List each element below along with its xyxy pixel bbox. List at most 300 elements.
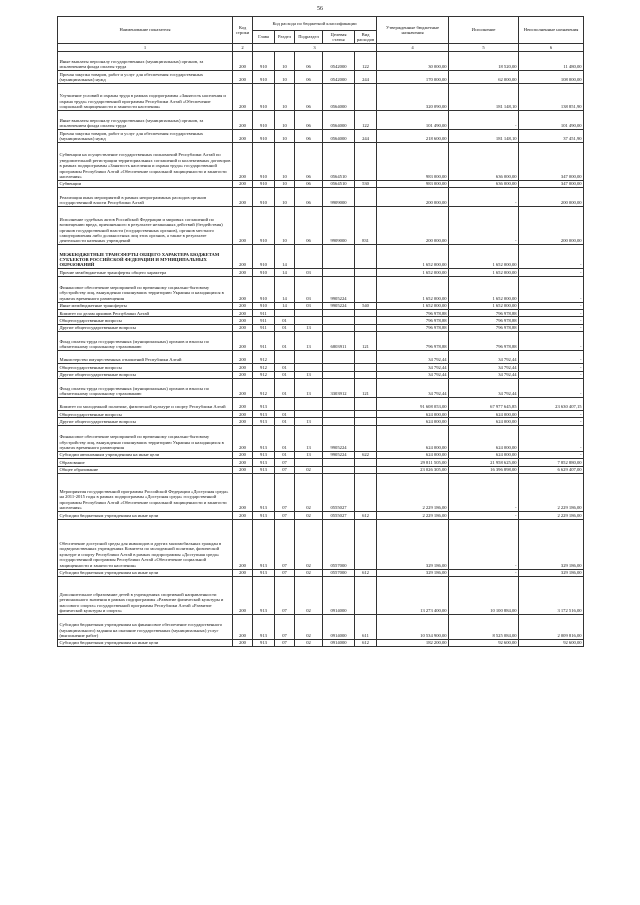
- row-executed: 624 000,00: [449, 451, 519, 458]
- row-code: 200: [233, 418, 253, 425]
- row-chapter: 913: [253, 576, 275, 614]
- row-unexecuted: 200 000,00: [519, 188, 584, 207]
- row-approved: 329 186,00: [377, 569, 449, 576]
- row-target-item: 9905224: [323, 276, 355, 302]
- row-approved: 34 792,44: [377, 364, 449, 371]
- row-section: 07: [275, 569, 295, 576]
- row-chapter: 910: [253, 269, 275, 276]
- header-target-item: Целевая статья: [323, 31, 355, 44]
- row-code: 200: [233, 332, 253, 351]
- row-subsection: 13: [295, 451, 323, 458]
- row-section: 14: [275, 245, 295, 269]
- row-name: Исполнение судебных актов Российской Федерации и мировых соглашений по возмещению вреда, причиненного в результате незаконных действий (бездействия) органов государственной власти (государственных органов), органов местного самоуправления либо должностных лиц этих органов, а также в результате деятельности казенных учреждений: [58, 207, 233, 245]
- row-expense-type: [355, 188, 377, 207]
- row-target-item: 0564000: [323, 83, 355, 110]
- table-row: [58, 379, 584, 398]
- column-number: 6: [519, 43, 584, 51]
- row-name: Субсидии бюджетным учреждениям на иные цели: [58, 569, 233, 576]
- row-unexecuted: 138 851,90: [519, 83, 584, 110]
- row-target-item: 9909000: [323, 207, 355, 245]
- row-executed: -: [449, 569, 519, 576]
- row-name: Иные выплаты персоналу государственных (муниципальных) органов, за исключением фонда оплаты труда: [58, 51, 233, 70]
- row-executed: 34 792,44: [449, 371, 519, 378]
- row-name: Субсидии автономным учреждениям на иные цели: [58, 451, 233, 458]
- row-expense-type: 121: [355, 332, 377, 351]
- row-executed: 796 978,88: [449, 310, 519, 317]
- row-chapter: 913: [253, 411, 275, 418]
- row-section: 10: [275, 70, 295, 83]
- row-chapter: 910: [253, 207, 275, 245]
- row-chapter: 910: [253, 129, 275, 142]
- row-subsection: 06: [295, 51, 323, 70]
- column-number: 5: [449, 43, 519, 51]
- row-subsection: 06: [295, 188, 323, 207]
- row-section: 14: [275, 276, 295, 302]
- row-subsection: 02: [295, 474, 323, 512]
- row-section: 01: [275, 418, 295, 425]
- row-code: 200: [233, 398, 253, 411]
- row-chapter: 913: [253, 451, 275, 458]
- row-executed: -: [449, 207, 519, 245]
- header-chapter: Глава: [253, 31, 275, 44]
- column-number: 3: [253, 43, 377, 51]
- row-section: 01: [275, 411, 295, 418]
- row-code: 200: [233, 379, 253, 398]
- row-unexecuted: 7 852 880,00: [519, 459, 584, 466]
- row-name: Общегосударственные вопросы: [58, 411, 233, 418]
- row-expense-type: [355, 466, 377, 473]
- header-executed: Исполнение: [449, 17, 519, 44]
- row-expense-type: [355, 364, 377, 371]
- row-approved: 34 792,44: [377, 379, 449, 398]
- row-name: Фонд оплаты труда государственных (муниципальных) органов и взносы по обязательному социальному страхованию: [58, 379, 233, 398]
- row-expense-type: [355, 371, 377, 378]
- row-approved: 34 792,44: [377, 351, 449, 364]
- row-subsection: 06: [295, 207, 323, 245]
- row-unexecuted: 23 630 407,15: [519, 398, 584, 411]
- row-target-item: 9909000: [323, 188, 355, 207]
- row-target-item: 0914000: [323, 614, 355, 639]
- row-unexecuted: 200 000,00: [519, 207, 584, 245]
- table-row: [58, 51, 584, 70]
- row-chapter: 911: [253, 317, 275, 324]
- row-approved: 320 090,00: [377, 83, 449, 110]
- row-executed: 624 000,00: [449, 418, 519, 425]
- row-unexecuted: 101 490,00: [519, 110, 584, 129]
- header-row-code: Код строки: [233, 17, 253, 44]
- row-executed: 10 100 884,00: [449, 576, 519, 614]
- row-section: [275, 310, 295, 317]
- row-chapter: 913: [253, 569, 275, 576]
- row-code: 200: [233, 512, 253, 519]
- row-subsection: 02: [295, 639, 323, 646]
- row-executed: -: [449, 188, 519, 207]
- row-chapter: 910: [253, 180, 275, 187]
- row-expense-type: [355, 276, 377, 302]
- row-chapter: 913: [253, 614, 275, 639]
- row-expense-type: [355, 310, 377, 317]
- row-section: 01: [275, 451, 295, 458]
- header-section: Раздел: [275, 31, 295, 44]
- row-subsection: 06: [295, 83, 323, 110]
- row-code: 200: [233, 51, 253, 70]
- row-section: 07: [275, 519, 295, 569]
- row-approved: 200 000,00: [377, 207, 449, 245]
- row-approved: 1 652 000,00: [377, 302, 449, 309]
- row-target-item: 6803911: [323, 332, 355, 351]
- row-unexecuted: -: [519, 451, 584, 458]
- table-row: [58, 351, 584, 364]
- row-subsection: [295, 310, 323, 317]
- table-row: [58, 302, 584, 309]
- row-subsection: [295, 411, 323, 418]
- row-target-item: [323, 459, 355, 466]
- row-section: 01: [275, 425, 295, 451]
- table-row: [58, 411, 584, 418]
- row-expense-type: [355, 519, 377, 569]
- row-name: Мероприятия государственной программы Российской Федерации «Доступная среда» на 2011-2015 годы в рамках подпрограммы «Доступная среда» государственной программы Республики Алтай «Обеспечение социальной защищенности и занятости населения»: [58, 474, 233, 512]
- row-expense-type: 540: [355, 302, 377, 309]
- row-executed: 67 977 645,85: [449, 398, 519, 411]
- row-section: 07: [275, 614, 295, 639]
- row-executed: 636 000,00: [449, 142, 519, 180]
- row-chapter: 910: [253, 51, 275, 70]
- row-unexecuted: 2 229 186,00: [519, 474, 584, 512]
- row-name: Субсидии бюджетным учреждениям на иные цели: [58, 639, 233, 646]
- row-chapter: 910: [253, 142, 275, 180]
- row-expense-type: 121: [355, 379, 377, 398]
- row-unexecuted: 347 000,00: [519, 142, 584, 180]
- row-section: 01: [275, 317, 295, 324]
- row-name: Фонд оплаты труда государственных (муниципальных) органов и взносы по обязательному социальному страхованию: [58, 332, 233, 351]
- row-executed: 34 792,44: [449, 364, 519, 371]
- row-name: Общее образование: [58, 466, 233, 473]
- row-unexecuted: -: [519, 245, 584, 269]
- row-target-item: [323, 269, 355, 276]
- row-code: 200: [233, 519, 253, 569]
- row-expense-type: [355, 411, 377, 418]
- row-approved: 796 978,88: [377, 310, 449, 317]
- row-unexecuted: -: [519, 269, 584, 276]
- row-subsection: 06: [295, 70, 323, 83]
- row-subsection: [295, 459, 323, 466]
- row-code: 200: [233, 451, 253, 458]
- row-unexecuted: -: [519, 332, 584, 351]
- row-subsection: 13: [295, 418, 323, 425]
- row-approved: 101 490,00: [377, 110, 449, 129]
- row-subsection: 06: [295, 142, 323, 180]
- row-expense-type: 612: [355, 569, 377, 576]
- row-target-item: [323, 371, 355, 378]
- row-section: 07: [275, 474, 295, 512]
- row-section: 10: [275, 180, 295, 187]
- row-section: 10: [275, 207, 295, 245]
- row-approved: 796 978,88: [377, 332, 449, 351]
- row-name: Иные выплаты персоналу государственных (муниципальных) органов, за исключением фонда оплаты труда: [58, 110, 233, 129]
- row-target-item: [323, 324, 355, 331]
- row-approved: 170 000,00: [377, 70, 449, 83]
- row-section: 10: [275, 83, 295, 110]
- row-code: 200: [233, 180, 253, 187]
- row-chapter: 913: [253, 512, 275, 519]
- row-subsection: 02: [295, 519, 323, 569]
- row-section: 10: [275, 129, 295, 142]
- row-name: Комитет по делам архивов Республики Алтай: [58, 310, 233, 317]
- table-row: [58, 425, 584, 451]
- row-executed: 18 520,00: [449, 51, 519, 70]
- row-expense-type: [355, 142, 377, 180]
- row-code: 200: [233, 269, 253, 276]
- table-row: [58, 614, 584, 639]
- row-unexecuted: -: [519, 317, 584, 324]
- row-expense-type: 831: [355, 207, 377, 245]
- row-subsection: 06: [295, 129, 323, 142]
- row-name: Другие общегосударственные вопросы: [58, 418, 233, 425]
- row-expense-type: [355, 398, 377, 411]
- row-subsection: 13: [295, 379, 323, 398]
- row-target-item: 9905224: [323, 451, 355, 458]
- table-row: [58, 466, 584, 473]
- row-name: Субсидии бюджетным учреждениям на иные цели: [58, 512, 233, 519]
- row-target-item: [323, 245, 355, 269]
- page-number: 56: [317, 6, 323, 12]
- row-name: Общегосударственные вопросы: [58, 317, 233, 324]
- row-executed: 181 148,10: [449, 129, 519, 142]
- row-approved: 624 000,00: [377, 411, 449, 418]
- row-section: 07: [275, 639, 295, 646]
- table-row: [58, 83, 584, 110]
- row-target-item: 0564510: [323, 142, 355, 180]
- row-approved: 329 186,00: [377, 519, 449, 569]
- row-subsection: 13: [295, 371, 323, 378]
- row-chapter: 913: [253, 519, 275, 569]
- row-unexecuted: 347 000,00: [519, 180, 584, 187]
- row-executed: 8 525 084,00: [449, 614, 519, 639]
- row-chapter: 913: [253, 398, 275, 411]
- column-number: 1: [58, 43, 233, 51]
- row-target-item: 0542000: [323, 70, 355, 83]
- row-target-item: [323, 418, 355, 425]
- row-executed: 16 396 898,00: [449, 466, 519, 473]
- row-chapter: 911: [253, 310, 275, 317]
- row-executed: -: [449, 512, 519, 519]
- row-unexecuted: 2 009 816,00: [519, 614, 584, 639]
- row-executed: 34 792,44: [449, 351, 519, 364]
- row-code: 200: [233, 371, 253, 378]
- row-unexecuted: -: [519, 324, 584, 331]
- table-row: [58, 418, 584, 425]
- row-approved: 10 534 900,00: [377, 614, 449, 639]
- row-target-item: [323, 398, 355, 411]
- row-expense-type: 122: [355, 110, 377, 129]
- row-approved: 983 000,00: [377, 180, 449, 187]
- row-section: 07: [275, 459, 295, 466]
- row-subsection: 03: [295, 302, 323, 309]
- budget-execution-table: [57, 16, 584, 647]
- row-code: 200: [233, 129, 253, 142]
- row-unexecuted: -: [519, 351, 584, 364]
- table-row: [58, 188, 584, 207]
- row-unexecuted: 92 600,00: [519, 639, 584, 646]
- row-executed: 1 652 000,00: [449, 269, 519, 276]
- row-chapter: 910: [253, 245, 275, 269]
- row-chapter: 913: [253, 474, 275, 512]
- table-row: [58, 512, 584, 519]
- header-expense-type: Вид расходов: [355, 31, 377, 44]
- table-row: [58, 180, 584, 187]
- row-name: Субсидии бюджетным учреждениям на финансовое обеспечение государственного (муниципального) задания на оказание государственных (муниципальных) услуг (выполнение работ): [58, 614, 233, 639]
- row-name: Иные межбюджетные трансферты: [58, 302, 233, 309]
- row-code: 200: [233, 466, 253, 473]
- row-approved: 182 200,00: [377, 639, 449, 646]
- header-name: Наименование показателя: [58, 17, 233, 44]
- row-code: 200: [233, 425, 253, 451]
- row-code: 200: [233, 351, 253, 364]
- row-name: Образование: [58, 459, 233, 466]
- row-subsection: 02: [295, 614, 323, 639]
- row-unexecuted: -: [519, 276, 584, 302]
- row-name: Субвенции: [58, 180, 233, 187]
- row-code: 200: [233, 459, 253, 466]
- row-expense-type: 612: [355, 512, 377, 519]
- row-chapter: 913: [253, 466, 275, 473]
- row-section: 10: [275, 110, 295, 129]
- row-executed: 636 000,00: [449, 180, 519, 187]
- row-chapter: 913: [253, 425, 275, 451]
- row-name: МЕЖБЮДЖЕТНЫЕ ТРАНСФЕРТЫ ОБЩЕГО ХАРАКТЕРА БЮДЖЕТАМ СУБЪЕКТОВ РОССИЙСКОЙ ФЕДЕРАЦИИ И МУНИЦИПАЛЬНЫХ ОБРАЗОВАНИЙ: [58, 245, 233, 269]
- row-chapter: 911: [253, 324, 275, 331]
- row-target-item: 0564510: [323, 180, 355, 187]
- row-expense-type: [355, 425, 377, 451]
- table-row: [58, 332, 584, 351]
- row-approved: 624 000,00: [377, 425, 449, 451]
- row-code: 200: [233, 317, 253, 324]
- row-unexecuted: -: [519, 371, 584, 378]
- row-code: 200: [233, 411, 253, 418]
- row-approved: 30 000,00: [377, 51, 449, 70]
- row-approved: 2 229 186,00: [377, 474, 449, 512]
- table-row: [58, 451, 584, 458]
- row-subsection: 13: [295, 425, 323, 451]
- row-code: 200: [233, 364, 253, 371]
- table-row: [58, 519, 584, 569]
- table-row: [58, 276, 584, 302]
- row-chapter: 910: [253, 276, 275, 302]
- row-unexecuted: -: [519, 364, 584, 371]
- row-section: 01: [275, 324, 295, 331]
- row-subsection: 02: [295, 512, 323, 519]
- row-approved: 200 000,00: [377, 188, 449, 207]
- row-approved: 796 978,88: [377, 317, 449, 324]
- row-approved: 1 652 000,00: [377, 245, 449, 269]
- row-code: 200: [233, 70, 253, 83]
- row-target-item: 0914000: [323, 576, 355, 614]
- row-unexecuted: 2 229 186,00: [519, 512, 584, 519]
- row-subsection: 03: [295, 276, 323, 302]
- row-name: Финансовое обеспечение мероприятий по временному социально-бытовому обустройству лиц, вынужденно покинувших территорию Украины и находящихся в пунктах временного размещения: [58, 276, 233, 302]
- row-subsection: 02: [295, 569, 323, 576]
- row-section: 01: [275, 332, 295, 351]
- row-expense-type: 244: [355, 129, 377, 142]
- row-target-item: 0914000: [323, 639, 355, 646]
- row-expense-type: 244: [355, 70, 377, 83]
- row-target-item: [323, 411, 355, 418]
- row-code: 200: [233, 83, 253, 110]
- row-executed: 1 652 000,00: [449, 276, 519, 302]
- table-row: [58, 207, 584, 245]
- row-chapter: 911: [253, 332, 275, 351]
- row-code: 200: [233, 310, 253, 317]
- table-row: [58, 639, 584, 646]
- row-chapter: 912: [253, 371, 275, 378]
- row-code: 200: [233, 324, 253, 331]
- row-unexecuted: -: [519, 379, 584, 398]
- row-code: 200: [233, 207, 253, 245]
- row-name: Дополнительное образование детей в учреждениях спортивной направленности регионального значения в рамках подпрограммы «Развитие физической культуры и массового спорта» государственной программы Республики Алтай «Развитие физической культуры и спорта»: [58, 576, 233, 614]
- row-expense-type: 530: [355, 180, 377, 187]
- row-name: Улучшение условий и охраны труда в рамках подпрограммы «Занятость населения и охрана труда» государственной программы Республики Алтай «Обеспечение социальной защищенности и занятости населения»: [58, 83, 233, 110]
- row-name: Реализация иных мероприятий в рамках непрограммных расходов органов государственной власти Республики Алтай: [58, 188, 233, 207]
- row-target-item: 9905224: [323, 425, 355, 451]
- row-target-item: 0564000: [323, 110, 355, 129]
- row-target-item: 0555027: [323, 474, 355, 512]
- table-row: [58, 70, 584, 83]
- row-executed: -: [449, 519, 519, 569]
- table-row: [58, 324, 584, 331]
- row-section: 07: [275, 466, 295, 473]
- row-approved: 624 000,00: [377, 451, 449, 458]
- row-executed: 1 652 000,00: [449, 245, 519, 269]
- row-target-item: 0542000: [323, 51, 355, 70]
- table-row: [58, 398, 584, 411]
- table-row: [58, 474, 584, 512]
- header-budget-code: Код расхода по бюджетной классификации: [253, 17, 377, 31]
- row-expense-type: [355, 245, 377, 269]
- row-executed: 624 000,00: [449, 425, 519, 451]
- row-unexecuted: -: [519, 310, 584, 317]
- row-target-item: 9905224: [323, 302, 355, 309]
- row-subsection: [295, 317, 323, 324]
- row-subsection: 06: [295, 180, 323, 187]
- row-section: 10: [275, 51, 295, 70]
- row-approved: 34 792,44: [377, 371, 449, 378]
- row-executed: 796 978,88: [449, 332, 519, 351]
- row-code: 200: [233, 302, 253, 309]
- row-subsection: [295, 364, 323, 371]
- row-chapter: 910: [253, 70, 275, 83]
- row-subsection: [295, 245, 323, 269]
- row-name: Прочие межбюджетные трансферты общего характера: [58, 269, 233, 276]
- row-target-item: [323, 364, 355, 371]
- row-subsection: 06: [295, 110, 323, 129]
- row-approved: 1 652 000,00: [377, 269, 449, 276]
- row-name: Обеспечение доступной среды для инвалидов и других маломобильных граждан в подведомственных учреждениях Комитета по молодежной политике, физической культуре и спорту Республики Алтай в рамках подпрограммы «Доступная среда» государственной программы Республики Алтай «Обеспечение социальной защищенности и занятости населения»: [58, 519, 233, 569]
- row-approved: 23 026 305,00: [377, 466, 449, 473]
- row-code: 200: [233, 614, 253, 639]
- table-row: [58, 310, 584, 317]
- table-row: [58, 459, 584, 466]
- row-code: 200: [233, 245, 253, 269]
- row-executed: 624 000,00: [449, 411, 519, 418]
- row-subsection: 03: [295, 269, 323, 276]
- table-row: [58, 245, 584, 269]
- row-code: 200: [233, 110, 253, 129]
- row-expense-type: [355, 317, 377, 324]
- row-code: 200: [233, 639, 253, 646]
- table-row: [58, 576, 584, 614]
- table-row: [58, 110, 584, 129]
- row-code: 200: [233, 474, 253, 512]
